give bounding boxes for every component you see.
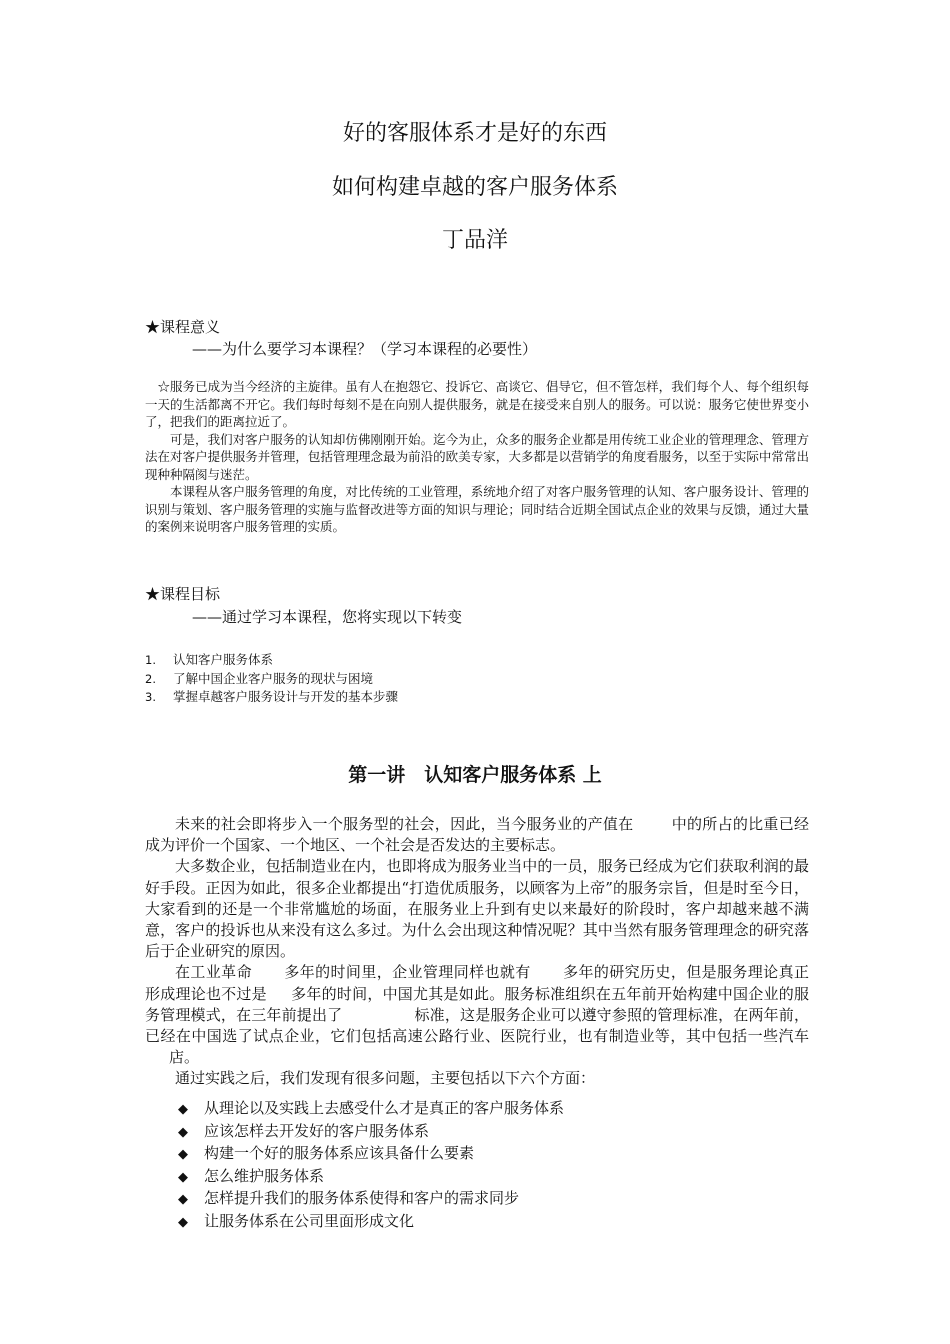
list-item — [178, 1166, 564, 1189]
lecture-paragraph — [145, 962, 809, 1068]
list-number: 2. — [145, 671, 156, 686]
text-span: 多年的时间，中国尤其是如此。服务标准组织在五年前开始构建中国企业的服务管理模式，在三年前提出了 — [145, 984, 809, 1024]
text-span: 未来的社会即将步入一个服务型的社会，因此，当今服务业的产值在 — [175, 815, 634, 833]
list-item — [178, 1188, 564, 1211]
course-meaning-subheading: ——为什么要学习本课程？（学习本课程的必要性） — [192, 340, 538, 358]
list-item — [178, 1121, 564, 1144]
list-number: 3. — [145, 690, 156, 704]
problem-list — [178, 1098, 564, 1234]
course-goal-list — [145, 651, 398, 707]
list-item — [145, 670, 398, 689]
list-text: 从理论以及实践上去感受什么才是真正的客户服务体系 — [204, 1099, 565, 1117]
text-span: 标准，这是服务企业可以遵守参照的管理标准，在两年前，已经在中国选了试点企业，它们包括高速公路行业、医院行业，也有制造业等，其中包括一些汽车 — [145, 1005, 809, 1046]
text-span: 在工业革命 — [175, 963, 252, 982]
text-span: 中的所占的比重已经成为评价一个国家、一个地区、一个社会是否发达的主要标志。 — [145, 815, 809, 855]
text-span: 多年的时间里，企业管理同样也就有 — [283, 963, 531, 982]
lecture-body — [145, 814, 809, 1090]
diamond-bullet-icon: ◆ — [178, 1147, 188, 1163]
course-meaning-paragraph: ☆服务已成为当今经济的主旋律。虽有人在抱怨它、投诉它、高谈它、倡导它，但不管怎样，我们每个人、每个组织每一天的生活都离不开它。我们每时每刻不是在向别人提供服务，就是在接受来自别人的服务。可以说：服务它使世界变小了，把我们的距离拉近了。 — [145, 379, 809, 429]
list-item — [178, 1098, 564, 1121]
list-item — [145, 651, 398, 670]
document-title: 好的客服体系才是好的东西 — [342, 121, 607, 146]
list-text: 认知客户服务体系 — [173, 652, 274, 667]
text-span: 店。 — [169, 1048, 200, 1067]
course-meaning-paragraph: 本课程从客户服务管理的角度，对比传统的工业管理，系统地介绍了对客户服务管理的认知、客户服务设计、管理的识别与策划、客户服务管理的实施与监督改进等方面的知识与理论；同时结合近期全国试点企业的效果与反馈，通过大量的案例来说明客户服务管理的实质。 — [145, 484, 809, 534]
list-item — [145, 688, 398, 707]
list-text: 应该怎样去开发好的客户服务体系 — [204, 1121, 430, 1140]
lecture-title: 第一讲 认知客户服务体系 上 — [348, 764, 602, 786]
list-text: 掌握卓越客户服务设计与开发的基本步骤 — [173, 689, 399, 704]
list-item — [178, 1143, 564, 1166]
list-text: 怎样提升我们的服务体系使得和客户的需求同步 — [204, 1189, 520, 1208]
text-span: 多年的研究历史，但是服务理论真正形成理论也不过是 — [145, 963, 809, 1003]
diamond-bullet-icon: ◆ — [178, 1124, 188, 1140]
course-goal-heading: ★课程目标 — [145, 585, 221, 603]
author-name: 丁品洋 — [441, 228, 508, 253]
document-subtitle: 如何构建卓越的客户服务体系 — [331, 175, 618, 200]
lecture-paragraph: 大多数企业，包括制造业在内，也即将成为服务业当中的一员，服务已经成为它们获取利润的最好手段。正因为如此，很多企业都提出“打造优质服务，以顾客为上帝”的服务宗旨，但是时至今日，大家看到的还是一个非常尴尬的场面，在服务业上升到有史以来最好的阶段时，客户却越来越不满意，客户的投诉也从来没有这么多过。为什么会出现这种情况呢？其中当然有服务管理理念的研究落后于企业研究的原因。 — [145, 857, 809, 961]
course-goal-subheading: ——通过学习本课程，您将实现以下转变 — [192, 608, 463, 626]
list-text: 让服务体系在公司里面形成文化 — [204, 1211, 415, 1230]
diamond-bullet-icon: ◆ — [178, 1102, 188, 1117]
lecture-paragraph — [145, 814, 809, 856]
list-text: 构建一个好的服务体系应该具备什么要素 — [204, 1144, 475, 1163]
course-meaning-paragraph: 可是，我们对客户服务的认知却仿佛刚刚开始。迄今为止，众多的服务企业都是用传统工业企业的管理理念、管理方法在对客户提供服务并管理，包括管理理念最为前沿的欧美专家，大多都是以营销学的角度看服务，以至于实际中常常出现种种隔阂与迷茫。 — [145, 431, 809, 482]
diamond-bullet-icon: ◆ — [178, 1192, 188, 1208]
list-number: 1. — [145, 653, 156, 667]
diamond-bullet-icon: ◆ — [178, 1214, 188, 1230]
list-text: 了解中国企业客户服务的现状与困境 — [173, 670, 374, 686]
course-meaning-body — [145, 378, 809, 536]
lecture-paragraph: 通过实践之后，我们发现有很多问题，主要包括以下六个方面： — [175, 1069, 596, 1088]
course-meaning-heading: ★课程意义 — [145, 318, 221, 336]
diamond-bullet-icon: ◆ — [178, 1169, 188, 1185]
list-text: 怎么维护服务体系 — [204, 1166, 325, 1185]
list-item — [178, 1211, 564, 1234]
